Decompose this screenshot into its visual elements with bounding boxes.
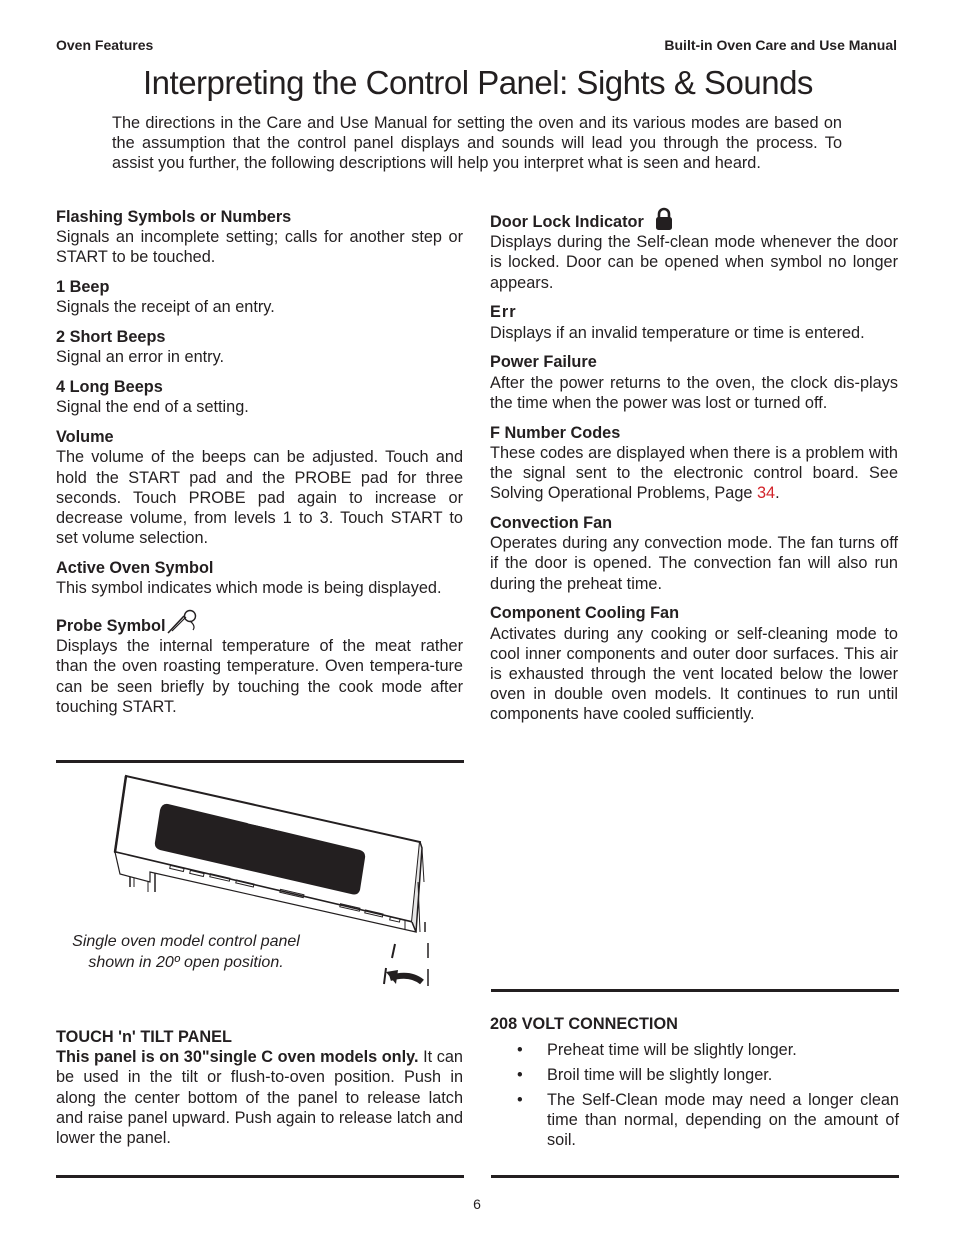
list-item	[490, 1065, 899, 1085]
section-heading: Component Cooling Fan	[490, 604, 680, 623]
section-f-number-codes	[490, 423, 898, 504]
section-heading-row	[490, 207, 898, 232]
bullet-list	[490, 1040, 899, 1150]
bullet-icon: •	[517, 1041, 523, 1060]
section-probe-symbol	[56, 608, 463, 717]
header-manual-title: Built-in Oven Care and Use Manual	[664, 37, 897, 53]
section-heading: Volume	[56, 428, 114, 447]
section-body: After the power returns to the oven, the clock dis-plays the time when the power was lost or turned off.	[490, 373, 898, 412]
section-component-cooling-fan	[490, 603, 898, 724]
section-door-lock-indicator	[490, 207, 898, 293]
section-heading: Probe Symbol	[56, 617, 166, 636]
header-section-label: Oven Features	[56, 37, 154, 53]
section-heading: Convection Fan	[490, 514, 613, 533]
section-heading: 2 Short Beeps	[56, 328, 166, 347]
section-heading: Door Lock Indicator	[490, 213, 644, 231]
section-1-beep	[56, 277, 463, 317]
bold-lead: This panel is on 30"single C oven models only.	[56, 1048, 419, 1067]
section-heading: 4 Long Beeps	[56, 378, 163, 397]
divider-rule	[56, 1175, 464, 1178]
section-heading-row	[56, 608, 463, 636]
section-body: Displays the internal temperature of the meat rather than the oven roasting temperature. Oven tempera-ture can be seen briefly by touching the cook mode after touching START.	[56, 637, 463, 716]
section-power-failure	[490, 352, 898, 413]
list-item-text: The Self-Clean mode may need a longer clean time than normal, depending on the amount of soil.	[547, 1090, 899, 1150]
section-heading: 208 VOLT CONNECTION	[490, 1015, 678, 1033]
section-body-wrap	[490, 443, 898, 504]
section-err	[490, 302, 898, 342]
section-heading: 1 Beep	[56, 278, 110, 297]
section-active-oven-symbol	[56, 558, 463, 598]
divider-rule	[491, 1175, 899, 1178]
list-item-text: Broil time will be slightly longer.	[547, 1065, 773, 1084]
section-body: Displays if an invalid temperature or time is entered.	[490, 323, 865, 342]
section-4-long-beeps	[56, 377, 463, 417]
section-heading: F Number Codes	[490, 423, 621, 442]
section-body: The volume of the beeps can be adjusted. Touch and hold the START pad and the PROBE pad for three seconds. Touch PROBE pad again to increase or decrease volume, from levels 1 to 3. Touch START to set volume selection.	[56, 448, 463, 548]
section-heading: Err	[490, 303, 517, 322]
probe-icon	[166, 608, 200, 634]
touch-tilt-section	[56, 1027, 463, 1148]
section-body: Operates during any convection mode. The fan turns off if the door is opened. The convection fan will also run during the preheat time.	[490, 534, 898, 593]
section-heading: Active Oven Symbol	[56, 559, 214, 578]
section-heading: Power Failure	[490, 353, 597, 372]
bullet-icon: •	[517, 1065, 523, 1084]
page-link[interactable]: 34	[756, 484, 776, 503]
list-item-text: Preheat time will be slightly longer.	[547, 1041, 797, 1060]
section-flashing-symbols	[56, 207, 463, 268]
section-body: Signals the receipt of an entry.	[56, 298, 275, 317]
right-column	[490, 207, 898, 734]
list-item	[490, 1040, 899, 1060]
section-volume	[56, 427, 463, 548]
section-2-short-beeps	[56, 327, 463, 367]
section-body: This symbol indicates which mode is being displayed.	[56, 579, 442, 598]
section-body-wrap	[56, 1047, 463, 1148]
section-heading: TOUCH 'n' TILT PANEL	[56, 1028, 232, 1046]
divider-rule	[56, 760, 464, 763]
padlock-icon	[654, 207, 674, 231]
section-body: Activates during any cooking or self-cleaning mode to cool inner components and outer door surfaces. This air is exhausted through the vent located below the lower oven in double oven models. It continues to run until components have cooled sufficiently.	[490, 624, 898, 724]
caption-line-2: shown in 20º open position.	[88, 953, 284, 971]
tilt-arrow-icon	[386, 970, 422, 984]
section-body: These codes are displayed when there is a problem with the signal sent to the electronic control board. See Solving Operational Problems, Page	[490, 443, 898, 503]
left-column	[56, 207, 463, 727]
section-body-tail: .	[775, 484, 780, 503]
intro-paragraph: The directions in the Care and Use Manual for setting the oven and its various modes are based on the assumption that the control panel displays and sounds will lead you through the process. To assist you further, the following descriptions will help you interpret what is seen and heard.	[112, 114, 842, 172]
section-body: Signals an incomplete setting; calls for another step or START to be touched.	[56, 228, 463, 267]
section-body: Signal an error in entry.	[56, 348, 225, 367]
section-body: Displays during the Self-clean mode whenever the door is locked. Door can be opened when symbol no longer appears.	[490, 233, 898, 292]
divider-rule	[491, 989, 899, 992]
page-title: Interpreting the Control Panel: Sights & Sounds	[143, 64, 813, 101]
section-body: Signal the end of a setting.	[56, 398, 249, 417]
section-heading: Flashing Symbols or Numbers	[56, 208, 292, 226]
volt-connection-section	[490, 1014, 899, 1155]
section-convection-fan	[490, 513, 898, 594]
page-number: 6	[473, 1196, 481, 1212]
bullet-icon: •	[517, 1090, 523, 1109]
figure-caption	[60, 932, 312, 973]
list-item	[490, 1090, 899, 1151]
section-body: It can be used in the tilt or flush-to-oven position. Push in along the center bottom of the panel to release latch and raise panel upward. Push again to release latch and lower the panel.	[56, 1048, 463, 1148]
caption-line-1: Single oven model control panel	[72, 933, 300, 950]
